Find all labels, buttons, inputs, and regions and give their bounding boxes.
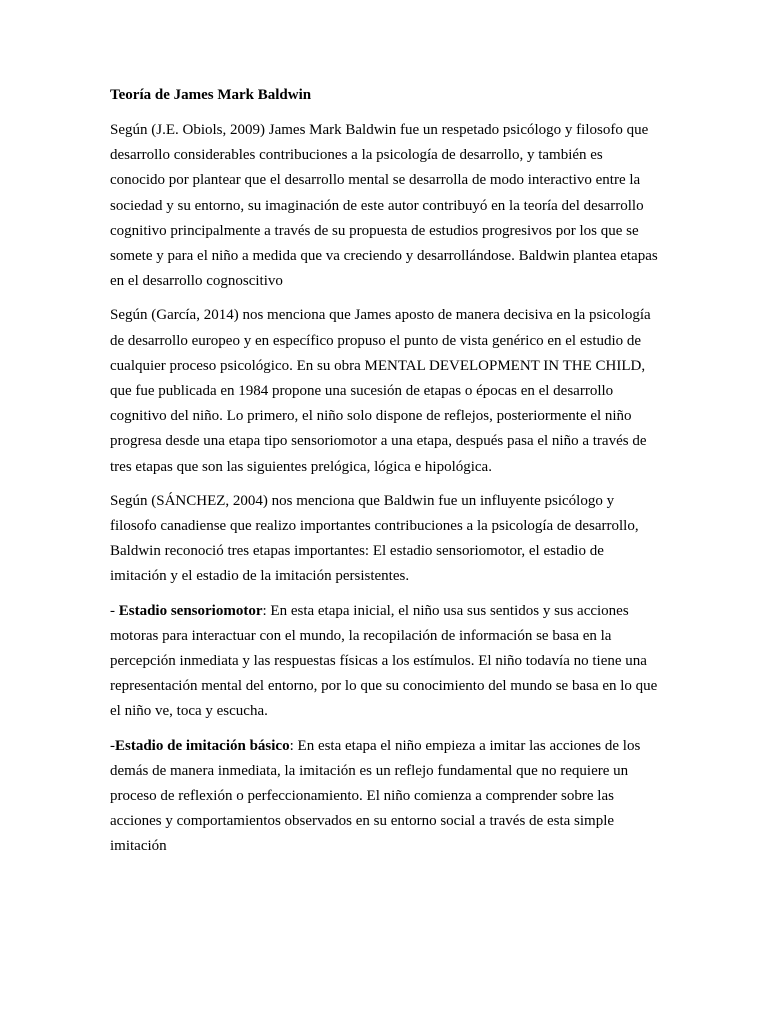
document-title: Teoría de James Mark Baldwin [110,87,312,103]
term-estadio-imitacion: Estadio de imitación básico [115,737,290,754]
bullet-prefix: - [110,602,119,619]
paragraph-text: Según (J.E. Obiols, 2009) James Mark Baldwin fue un respetado psicólogo y filosofo que desarrollo considerables contribuciones a la psicología de desarrollo, y también es conocido por plantear que el desarrollo mental se desarrolla de modo interactivo entre la sociedad y su entorno, su imaginación de este autor contribuyó en la teoría del desarrollo cognitivo principalmente a través de su propuesta de estudios progresivos por los que se somete y para el niño a medida que va creciendo y desarrollándose. Baldwin plantea etapas en el desarrollo cognoscitivo [110,122,658,290]
paragraph-obiols [110,118,660,294]
paragraph-text: : En esta etapa inicial, el niño usa sus sentidos y sus acciones motoras para interactuar con el mundo, la recopilación de información se basa en la percepción inmediata y las respuestas físicas a los estímulos. El niño todavía no tiene una representación mental del entorno, por lo que su conocimiento del mundo se basa en lo que el niño ve, toca y escucha. [110,602,658,720]
paragraph-text: : En esta etapa el niño empieza a imitar las acciones de los demás de manera inmediata, la imitación es un reflejo fundamental que no requiere un proceso de reflexión o perfeccionamiento. El niño comienza a comprender sobre las acciones y comportamientos observados en su entorno social a través de esta simple imitación [110,737,641,855]
paragraph-estadio-imitacion [110,734,660,860]
paragraph-text: Según (García, 2014) nos menciona que James aposto de manera decisiva en la psicología de desarrollo europeo y en específico propuso el punto de vista genérico en el estudio de cualquier proceso psicológico. En su obra MENTAL DEVELOPMENT IN THE CHILD, que fue publicada en 1984 propone una sucesión de etapas o épocas en el desarrollo cognitivo del niño. Lo primero, el niño solo dispone de reflejos, posteriormente el niño progresa desde una etapa tipo sensoriomotor a una etapa, después pasa el niño a través de tres etapas que son las siguientes prelógica, lógica e hipológica. [110,307,651,475]
paragraph-text: Según (SÁNCHEZ, 2004) nos menciona que Baldwin fue un influyente psicólogo y filosofo canadiense que realizo importantes contribuciones a la psicología de desarrollo, Baldwin reconoció tres etapas importantes: El estadio sensoriomotor, el estadio de imitación y el estadio de la imitación persistentes. [110,492,639,585]
bullet-prefix: - [110,737,115,754]
paragraph-sanchez [110,489,660,590]
document-page [110,84,660,869]
paragraph-garcia [110,303,660,479]
paragraph-estadio-sensoriomotor [110,599,660,725]
term-estadio-sensoriomotor: Estadio sensoriomotor [118,602,263,619]
